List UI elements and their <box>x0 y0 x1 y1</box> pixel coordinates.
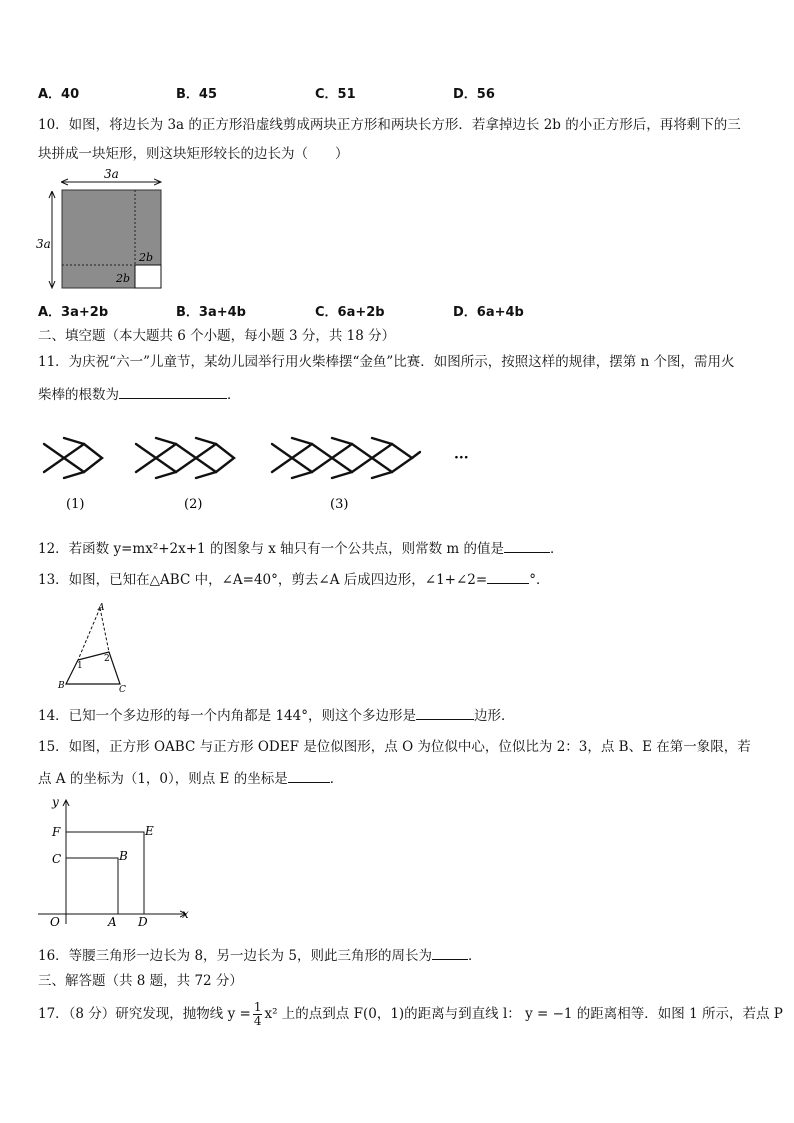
q13-triangle-figure <box>52 600 142 696</box>
q10-option-c: C．6a+2b <box>315 305 385 320</box>
q13-label-2: 2 <box>104 654 110 664</box>
q11-line1: 11．为庆祝“六一”儿童节，某幼儿园举行用火柴棒摆“金鱼”比赛．如图所示，按照这样的规律，摆第 n 个图，需用火 <box>38 354 735 370</box>
section-2-heading: 二、填空题（本大题共 6 个小题，每小题 3 分，共 18 分） <box>38 328 396 344</box>
q13-answer-blank <box>487 569 529 584</box>
q13-label-1: 1 <box>77 661 83 671</box>
option-c: C．51 <box>315 87 356 102</box>
q14-text: 14．已知一个多边形的每一个内角都是 144°，则这个多边形是 <box>38 708 416 724</box>
q15-line2: 点 A 的坐标为（1，0），则点 E 的坐标是 <box>38 771 288 787</box>
q10-label-left: 3a <box>36 237 51 251</box>
q13-label-b: B <box>58 681 65 691</box>
q15-line1: 15．如图，正方形 OABC 与正方形 ODEF 是位似图形，点 O 为位似中心，位似比为 2：3，点 B、E 在第一象限，若 <box>38 739 751 755</box>
q16-text: 16．等腰三角形一边长为 8，另一边长为 5，则此三角形的周长为 <box>38 948 432 964</box>
q17-fraction-denominator: 4 <box>253 1014 262 1028</box>
fig-ellipsis: ··· <box>454 450 469 466</box>
q17-fraction-numerator: 1 <box>253 1000 262 1014</box>
fish-1 <box>44 438 102 478</box>
q10-label-2b-right: 2b <box>139 251 154 264</box>
fish-2 <box>136 438 234 478</box>
q11-answer-blank <box>119 384 227 399</box>
q15-label-x: x <box>182 907 189 921</box>
q13-label-a: A <box>98 603 105 613</box>
q15-label-e: E <box>145 824 154 838</box>
fish-3 <box>272 438 420 478</box>
q12-text: 12．若函数 y=mx²+2x+1 的图象与 x 轴只有一个公共点，则常数 m 的值是 <box>38 541 505 557</box>
q15-answer-blank <box>288 768 330 783</box>
q10-square-figure <box>34 166 174 292</box>
q14-answer-blank <box>416 705 474 720</box>
q12-post: ． <box>550 541 564 557</box>
q15-label-b: B <box>119 849 128 863</box>
q12-answer-blank <box>504 538 550 553</box>
q11-line2-post: ． <box>227 387 241 403</box>
q10-option-b: B．3a+4b <box>176 305 246 320</box>
q10-option-d: D．6a+4b <box>453 305 524 320</box>
q16-post: ． <box>467 948 482 964</box>
fig-label-3: (3) <box>330 497 349 512</box>
q15-label-d: D <box>138 915 148 929</box>
q15-label-y: y <box>52 795 59 809</box>
square-odef <box>66 832 144 914</box>
square-oabc <box>66 858 118 914</box>
q13-label-c: C <box>119 685 126 695</box>
q10-label-top: 3a <box>104 167 119 181</box>
option-b: B．45 <box>176 87 217 102</box>
q10-line2: 块拼成一块矩形，则这块矩形较长的边长为（ ） <box>38 146 349 162</box>
q15-coordinate-figure <box>36 792 196 930</box>
option-a: A．40 <box>38 87 80 102</box>
q10-option-a: A．3a+2b <box>38 305 109 320</box>
q11-line2-pre: 柴棒的根数为 <box>38 387 119 403</box>
q16-answer-blank <box>432 945 468 960</box>
q13-post: °． <box>529 572 550 588</box>
q15-label-c: C <box>52 852 62 866</box>
q17-text-rest: x² 上的点到点 F(0，1)的距离与到直线 l： y = −1 的距离相等．如图 1 所示，若点 P <box>264 1006 783 1022</box>
option-d: D．56 <box>453 87 495 102</box>
q17-text-start: 17．（8 分）研究发现，抛物线 y = <box>38 1006 251 1022</box>
q10-label-2b-bottom: 2b <box>116 272 131 285</box>
q15-label-o: O <box>50 915 60 929</box>
q15-label-a: A <box>108 915 117 929</box>
q10-line1: 10．如图，将边长为 3a 的正方形沿虚线剪成两块正方形和两块长方形．若拿掉边长 2b 的小正方形后，再将剩下的三 <box>38 117 741 133</box>
q11-matchstick-figure <box>40 428 480 518</box>
q15-post: ． <box>329 771 344 787</box>
q14-post: 边形． <box>474 708 515 724</box>
q13-text: 13．如图，已知在△ABC 中，∠A=40°，剪去∠A 后成四边形，∠1+∠2= <box>38 572 488 588</box>
fig-label-1: (1) <box>66 497 85 512</box>
q17-fraction <box>253 1001 263 1028</box>
section-3-heading: 三、解答题（共 8 题，共 72 分） <box>38 973 243 989</box>
q15-label-f: F <box>52 825 61 839</box>
fig-label-2: (2) <box>184 497 203 512</box>
